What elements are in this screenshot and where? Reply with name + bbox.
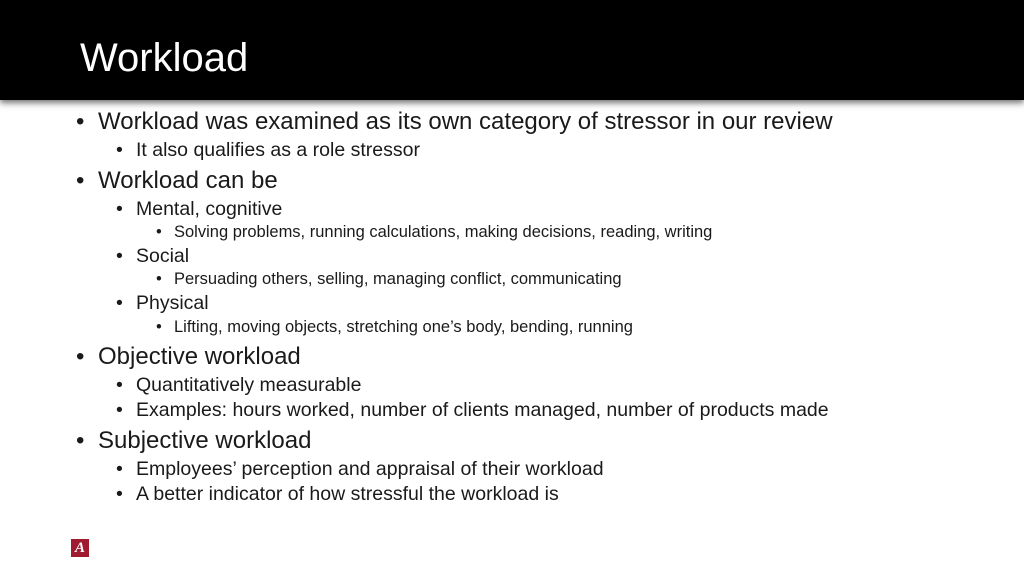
bullet-dot: • xyxy=(116,245,123,267)
bullet-item xyxy=(116,373,362,397)
bullet-text: Lifting, moving objects, stretching one’s body, bending, running xyxy=(174,318,633,336)
bullet-item xyxy=(116,291,209,315)
bullet-item xyxy=(116,138,420,162)
bullet-text: Employees’ perception and appraisal of their workload xyxy=(136,458,604,480)
bullet-dot: • xyxy=(76,343,85,370)
bullet-text: Quantitatively measurable xyxy=(136,374,362,396)
bullet-text: Workload was examined as its own category of stressor in our review xyxy=(98,108,833,135)
bullet-dot: • xyxy=(116,198,123,220)
bullet-item xyxy=(76,343,301,371)
bullet-item xyxy=(116,398,829,422)
bullet-dot: • xyxy=(156,270,162,288)
bullet-item xyxy=(156,222,713,242)
bullet-text: Mental, cognitive xyxy=(136,198,283,220)
bullet-dot: • xyxy=(116,483,123,505)
university-logo-icon: A xyxy=(71,539,89,557)
bullet-text: Solving problems, running calculations, making decisions, reading, writing xyxy=(174,223,713,241)
bullet-dot: • xyxy=(76,427,85,454)
bullet-item xyxy=(76,167,278,195)
bullet-text: Workload can be xyxy=(98,167,278,194)
bullet-item xyxy=(116,244,190,268)
bullet-dot: • xyxy=(116,292,123,314)
bullet-text: Examples: hours worked, number of clients managed, number of products made xyxy=(136,399,829,421)
bullet-item xyxy=(156,317,633,337)
bullet-text: Objective workload xyxy=(98,343,301,370)
bullet-dot: • xyxy=(76,108,85,135)
bullet-item xyxy=(76,427,312,455)
bullet-dot: • xyxy=(76,167,85,194)
slide-title: Workload xyxy=(80,36,249,80)
bullet-item xyxy=(116,457,604,481)
bullet-text: Subjective workload xyxy=(98,427,312,454)
bullet-dot: • xyxy=(116,139,123,161)
bullet-item xyxy=(116,482,559,506)
bullet-dot: • xyxy=(156,223,162,241)
bullet-dot: • xyxy=(116,399,123,421)
bullet-dot: • xyxy=(116,458,123,480)
bullet-item xyxy=(76,108,833,136)
bullet-dot: • xyxy=(156,318,162,336)
bullet-item xyxy=(156,269,622,289)
bullet-text: It also qualifies as a role stressor xyxy=(136,139,420,161)
bullet-dot: • xyxy=(116,374,123,396)
bullet-text: Physical xyxy=(136,292,209,314)
bullet-text: Social xyxy=(136,245,190,267)
bullet-item xyxy=(116,197,283,221)
bullet-text: Persuading others, selling, managing conflict, communicating xyxy=(174,270,622,288)
bullet-text: A better indicator of how stressful the workload is xyxy=(136,483,559,505)
